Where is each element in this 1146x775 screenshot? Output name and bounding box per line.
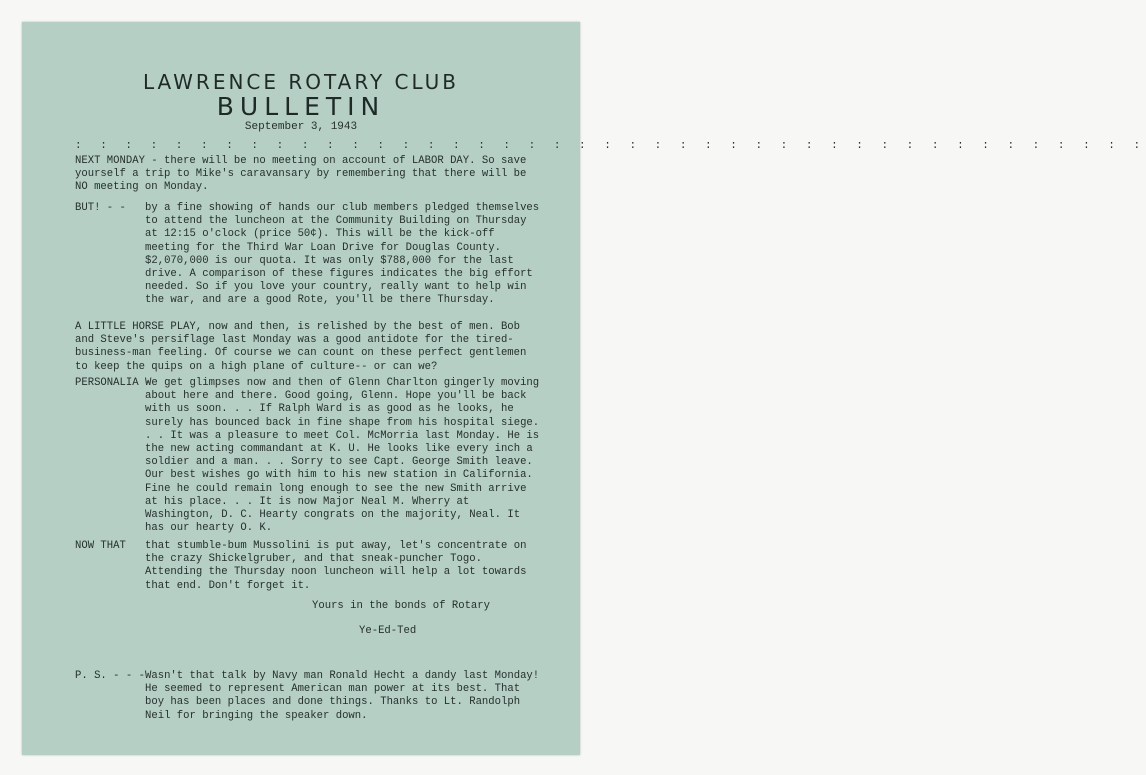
closing-salutation: Yours in the bonds of Rotary (312, 600, 491, 612)
bulletin-date: September 3, 1943 (244, 121, 358, 133)
section-but (75, 202, 550, 307)
personalia-text: We get glimpses now and then of Glenn Charlton gingerly moving about here and there. Good going, Glenn. Hope you'll be back with us soon. . . If Ralph Ward is as good as he looks, he surely has bounced back in fine shape from his hospital siege. . . It was a pleasure to meet Col. McMorria last Monday. He is the new acting commandant at K. U. He looks like every inch a soldier and a man. . . Sorry to see Capt. George Smith leave. Our best wishes go with him to his new station in California. Fine he could remain long enough to see the new Smith arrive at his place. . . It is now Major Neal M. Wherry at Washington, D. C. Hearty congrats on the majority, Neal. It has our hearty O. K. (145, 377, 540, 535)
club-name: LAWRENCE ROTARY CLUB (142, 70, 460, 94)
closing-signature: Ye-Ed-Ted (359, 625, 417, 637)
dotted-divider: : : : : : : : : : : : : : : : : : : : : : : : : : : : : : : : : : : : : : : : : : : : (75, 140, 1146, 152)
but-text: by a fine showing of hands our club members pledged themselves to attend the luncheon at the Community Building on Thursday at 12:15 o'clock (price 50¢). This will be the kick-off meeting for the Third War Loan Drive for Douglas County. $2,070,000 is our quota. It was only $788,000 for the last drive. A comparison of these figures indicates the big effort needed. So if you love your country, really want to help win the war, and are a good Rote, you'll be there Thursday. (145, 202, 540, 307)
but-label: BUT! - - (75, 202, 126, 214)
section-postscript (75, 670, 550, 730)
now-that-label: NOW THAT (75, 540, 126, 552)
postscript-text: Wasn't that talk by Navy man Ronald Hecht a dandy last Monday! He seemed to represent American man power at its best. That boy has been places and done things. Thanks to Lt. Randolph Neil for bringing the speaker down. (145, 670, 540, 722)
section-next-monday (75, 155, 545, 195)
section-personalia (75, 377, 550, 535)
horse-play-text: A LITTLE HORSE PLAY, now and then, is relished by the best of men. Bob and Steve's persiflage last Monday was a good antidote for the tired-business-man feeling. Of course we can count on these perfect gentlemen to keep the quips on a high plane of culture-- or can we? (75, 321, 527, 373)
next-monday-text: NEXT MONDAY - there will be no meeting on account of LABOR DAY. So save yourself a trip to Mike's caravansary by remembering that there will be NO meeting on Monday. (75, 155, 527, 194)
personalia-label: PERSONALIA - (75, 377, 152, 389)
section-horse-play (75, 321, 545, 374)
bulletin-title: BULLETIN (216, 92, 386, 121)
postscript-label: P. S. - - - (75, 670, 145, 682)
now-that-text: that stumble-bum Mussolini is put away, let's concentrate on the crazy Shickelgruber, and that sneak-puncher Togo. Attending the Thursday noon luncheon will help a lot towards that end. Don't forget it. (145, 540, 527, 592)
section-now-that (75, 540, 550, 600)
bulletin-page (22, 22, 1146, 755)
